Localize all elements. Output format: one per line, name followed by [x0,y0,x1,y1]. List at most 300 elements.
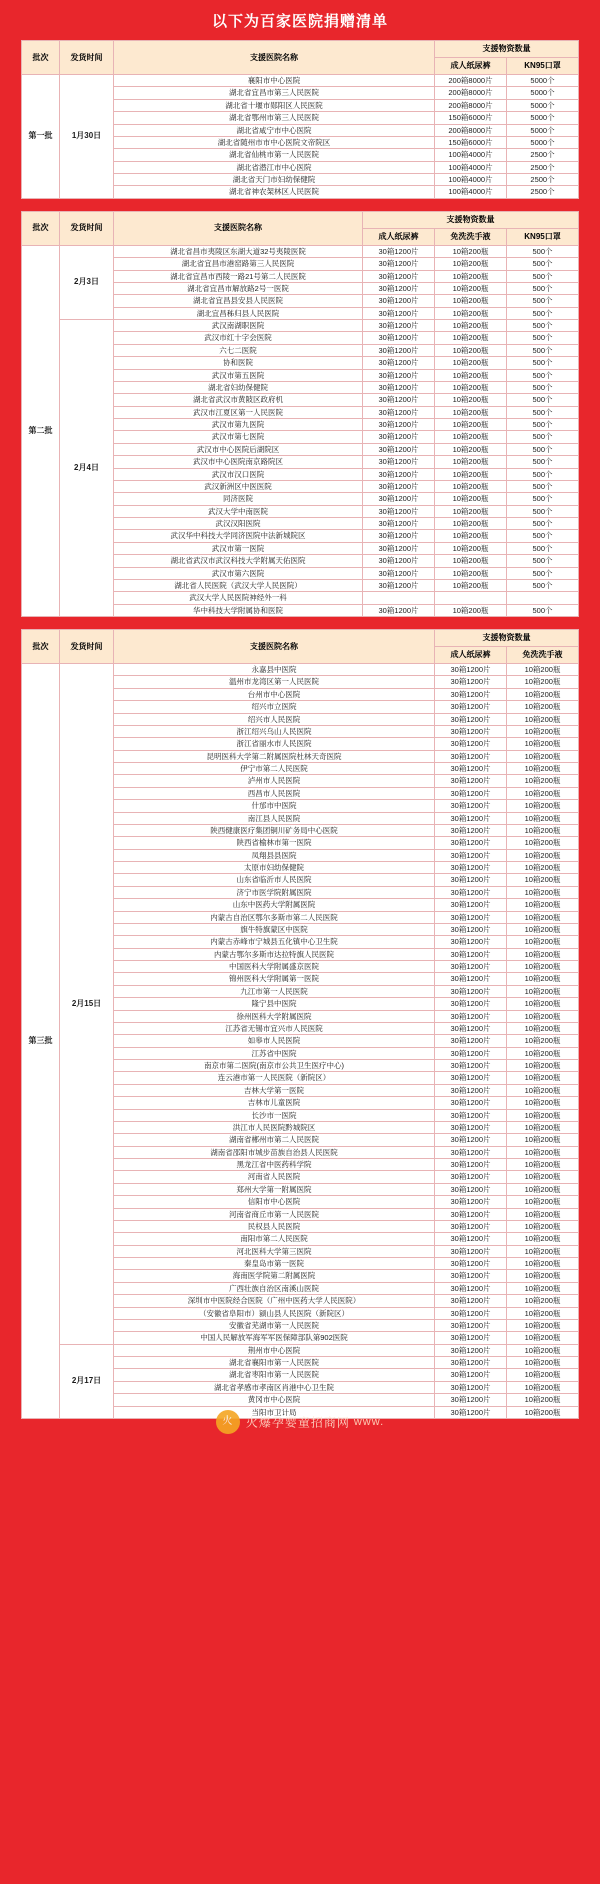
batch-3-table [21,629,579,1419]
diaper-qty: 30箱1200片 [363,369,435,381]
sanitizer-qty: 10箱200瓶 [507,1035,579,1047]
mask-qty: 500个 [507,357,579,369]
diaper-qty: 30箱1200片 [363,542,435,554]
hospital-name: 湖北省咸宁市中心医院 [114,124,435,136]
diaper-qty: 30箱1200片 [363,270,435,282]
hospital-name: 隆宁县中医院 [114,998,435,1010]
header-supplies: 支援物资数量 [435,630,579,647]
diaper-qty: 30箱1200片 [435,1134,507,1146]
sanitizer-qty: 10箱200瓶 [507,1146,579,1158]
hospital-name: 内蒙古赤峰市宁城县五化镇中心卫生院 [114,936,435,948]
sanitizer-qty: 10箱200瓶 [507,899,579,911]
sanitizer-qty: 10箱200瓶 [507,936,579,948]
watermark-text: 火爆孕婴童招商网 [245,1415,350,1430]
sanitizer-qty: 10箱200瓶 [507,1183,579,1195]
diaper-qty: 30箱1200片 [363,419,435,431]
header-masks: KN95口罩 [507,58,579,75]
diaper-qty: 30箱1200片 [435,824,507,836]
sanitizer-qty: 10箱200瓶 [435,456,507,468]
hospital-name: 湖北宜昌秭归县人民医院 [114,307,363,319]
hospital-name: 湖北省武汉市武汉科技大学附属天佑医院 [114,555,363,567]
diaper-qty: 30箱1200片 [435,985,507,997]
sanitizer-qty: 10箱200瓶 [507,738,579,750]
sanitizer-qty: 10箱200瓶 [507,1084,579,1096]
diaper-qty: 200箱8000片 [435,124,507,136]
batch-1-block [20,39,580,200]
sanitizer-qty: 10箱200瓶 [507,886,579,898]
table-row [22,320,579,332]
diaper-qty: 30箱1200片 [435,862,507,874]
mask-qty: 500个 [507,493,579,505]
hospital-name: 湖北省妇幼保健院 [114,381,363,393]
diaper-qty: 30箱1200片 [435,1332,507,1344]
sanitizer-qty: 10箱200瓶 [507,1208,579,1220]
hospital-name: 安徽省芜湖市第一人民医院 [114,1319,435,1331]
hospital-name: 民权县人民医院 [114,1220,435,1232]
date-label: 2月17日 [60,1344,114,1418]
diaper-qty: 100箱4000片 [435,174,507,186]
diaper-qty: 30箱1200片 [435,1183,507,1195]
hospital-name: 温州市龙湾区第一人民医院 [114,676,435,688]
header-diapers: 成人纸尿裤 [435,647,507,664]
diaper-qty [363,592,435,604]
diaper-qty: 30箱1200片 [435,837,507,849]
diaper-qty: 30箱1200片 [435,1220,507,1232]
sanitizer-qty: 10箱200瓶 [507,775,579,787]
diaper-qty: 30箱1200片 [435,1097,507,1109]
hospital-name: 秦皇岛市第一医院 [114,1258,435,1270]
sanitizer-qty: 10箱200瓶 [435,258,507,270]
watermark-url: www. [353,1415,385,1428]
sanitizer-qty: 10箱200瓶 [435,555,507,567]
sanitizer-qty: 10箱200瓶 [507,824,579,836]
diaper-qty: 30箱1200片 [435,1084,507,1096]
sanitizer-qty: 10箱200瓶 [507,676,579,688]
mask-qty: 500个 [507,369,579,381]
hospital-name: 湖北省宜昌市解放路2号一医院 [114,282,363,294]
batch-label: 第二批 [22,245,60,616]
mask-qty: 500个 [507,245,579,257]
diaper-qty: 30箱1200片 [435,701,507,713]
sanitizer-qty [435,592,507,604]
sanitizer-qty: 10箱200瓶 [435,542,507,554]
diaper-qty: 30箱1200片 [435,1109,507,1121]
sanitizer-qty: 10箱200瓶 [435,332,507,344]
hospital-name: 河南省人民医院 [114,1171,435,1183]
hospital-name: 湖北省十堰市郧阳区人民医院 [114,99,435,111]
diaper-qty: 30箱1200片 [435,1295,507,1307]
hospital-name: 湖北省潜江市中心医院 [114,161,435,173]
hospital-name: 武汉市红十字会医院 [114,332,363,344]
hospital-name: 永嘉县中医院 [114,664,435,676]
diaper-qty: 30箱1200片 [363,282,435,294]
hospital-name: 泸州市人民医院 [114,775,435,787]
header-supplies: 支援物资数量 [363,211,579,228]
diaper-qty: 30箱1200片 [435,899,507,911]
sanitizer-qty: 10箱200瓶 [507,1233,579,1245]
sanitizer-qty: 10箱200瓶 [507,874,579,886]
sanitizer-qty: 10箱200瓶 [507,1282,579,1294]
mask-qty: 500个 [507,443,579,455]
sanitizer-qty: 10箱200瓶 [507,849,579,861]
diaper-qty: 200箱8000片 [435,99,507,111]
diaper-qty: 30箱1200片 [435,998,507,1010]
date-label: 2月4日 [60,320,114,617]
header-hospital: 支援医院名称 [114,630,435,664]
sanitizer-qty: 10箱200瓶 [435,369,507,381]
diaper-qty: 30箱1200片 [435,775,507,787]
sanitizer-qty: 10箱200瓶 [435,381,507,393]
sanitizer-qty: 10箱200瓶 [435,579,507,591]
diaper-qty: 100箱4000片 [435,161,507,173]
sanitizer-qty: 10箱200瓶 [507,1307,579,1319]
hospital-name: 郑州大学第一附属医院 [114,1183,435,1195]
hospital-name: 河南省商丘市第一人民医院 [114,1208,435,1220]
sanitizer-qty: 10箱200瓶 [507,1072,579,1084]
hospital-name: 武汉大学人民医院神经外一科 [114,592,363,604]
sanitizer-qty: 10箱200瓶 [435,270,507,282]
diaper-qty: 30箱1200片 [435,923,507,935]
diaper-qty: 30箱1200片 [363,468,435,480]
date-label: 2月15日 [60,664,114,1345]
diaper-qty: 30箱1200片 [363,456,435,468]
sanitizer-qty: 10箱200瓶 [507,961,579,973]
hospital-name: 黄冈市中心医院 [114,1394,435,1406]
mask-qty: 500个 [507,555,579,567]
mask-qty: 500个 [507,505,579,517]
sanitizer-qty: 10箱200瓶 [507,973,579,985]
diaper-qty: 30箱1200片 [435,911,507,923]
mask-qty: 500个 [507,307,579,319]
sanitizer-qty: 10箱200瓶 [507,1394,579,1406]
date-label: 1月30日 [60,75,114,199]
mask-qty: 500个 [507,456,579,468]
sanitizer-qty: 10箱200瓶 [507,1060,579,1072]
batch-3-block [20,628,580,1420]
diaper-qty: 30箱1200片 [363,579,435,591]
hospital-name: 九江市第一人民医院 [114,985,435,997]
hospital-name: 黑龙江省中医药科学院 [114,1159,435,1171]
hospital-name: 湖北省神农架林区人民医院 [114,186,435,198]
hospital-name: 湖北省襄阳市第一人民医院 [114,1357,435,1369]
hospital-name: 中国医科大学附属盛京医院 [114,961,435,973]
mask-qty: 5000个 [507,124,579,136]
diaper-qty: 150箱6000片 [435,136,507,148]
diaper-qty: 30箱1200片 [363,518,435,530]
diaper-qty: 30箱1200片 [435,1369,507,1381]
sanitizer-qty: 10箱200瓶 [507,1196,579,1208]
page-title: 以下为百家医院捐赠清单 [211,13,388,30]
diaper-qty: 30箱1200片 [435,1233,507,1245]
sanitizer-qty: 10箱200瓶 [435,406,507,418]
mask-qty: 500个 [507,270,579,282]
diaper-qty: 30箱1200片 [435,1159,507,1171]
sanitizer-qty: 10箱200瓶 [507,800,579,812]
mask-qty: 5000个 [507,99,579,111]
diaper-qty: 30箱1200片 [435,1406,507,1418]
hospital-name: 湖北省孝感市孝南区肖港中心卫生院 [114,1381,435,1393]
diaper-qty: 30箱1200片 [435,1381,507,1393]
hospital-name: 武汉市第九医院 [114,419,363,431]
hospital-name: 当阳市卫计局 [114,1406,435,1418]
sanitizer-qty: 10箱200瓶 [507,1270,579,1282]
diaper-qty: 30箱1200片 [363,381,435,393]
diaper-qty: 30箱1200片 [435,763,507,775]
header-diapers: 成人纸尿裤 [363,228,435,245]
hospital-name: 西昌市人民医院 [114,787,435,799]
diaper-qty: 30箱1200片 [363,320,435,332]
hospital-name: 武汉市中心医院后湖院区 [114,443,363,455]
sanitizer-qty: 10箱200瓶 [507,787,579,799]
mask-qty: 500个 [507,394,579,406]
sanitizer-qty: 10箱200瓶 [507,713,579,725]
diaper-qty: 100箱4000片 [435,186,507,198]
hospital-name: 湖北省随州市市中心医院文帝院区 [114,136,435,148]
diaper-qty: 30箱1200片 [435,1035,507,1047]
mask-qty: 500个 [507,258,579,270]
diaper-qty: 30箱1200片 [363,245,435,257]
hospital-name: 南阳市第二人民医院 [114,1233,435,1245]
hospital-name: 绍兴市立医院 [114,701,435,713]
diaper-qty: 30箱1200片 [435,1010,507,1022]
hospital-name: 内蒙古自治区鄂尔多斯市第二人民医院 [114,911,435,923]
hospital-name: 武汉市江夏区第一人民医院 [114,406,363,418]
mask-qty: 5000个 [507,112,579,124]
sanitizer-qty: 10箱200瓶 [507,923,579,935]
sanitizer-qty: 10箱200瓶 [507,1344,579,1356]
diaper-qty: 30箱1200片 [435,1357,507,1369]
mask-qty: 5000个 [507,136,579,148]
sanitizer-qty: 10箱200瓶 [507,1159,579,1171]
header-supplies: 支援物资数量 [435,41,579,58]
hospital-name: 湖南省邵阳市城步苗族自治县人民医院 [114,1146,435,1158]
sanitizer-qty: 10箱200瓶 [507,1332,579,1344]
hospital-name: 浙江绍兴乌山人民医院 [114,725,435,737]
diaper-qty: 30箱1200片 [435,1394,507,1406]
hospital-name: 浙江省丽水市人民医院 [114,738,435,750]
diaper-qty: 30箱1200片 [363,443,435,455]
diaper-qty: 30箱1200片 [435,676,507,688]
sanitizer-qty: 10箱200瓶 [507,701,579,713]
diaper-qty: 30箱1200片 [435,961,507,973]
hospital-name: 湖北省人民医院（武汉大学人民医院） [114,579,363,591]
diaper-qty: 30箱1200片 [435,1047,507,1059]
sanitizer-qty: 10箱200瓶 [507,1220,579,1232]
diaper-qty: 200箱8000片 [435,75,507,87]
sanitizer-qty: 10箱200瓶 [507,862,579,874]
diaper-qty: 30箱1200片 [435,1171,507,1183]
diaper-qty: 30箱1200片 [435,750,507,762]
mask-qty: 500个 [507,542,579,554]
batch-label: 第三批 [22,664,60,1419]
hospital-name: 昆明医科大学第二附属医院杜林天奇医院 [114,750,435,762]
sanitizer-qty: 10箱200瓶 [507,1109,579,1121]
hospital-name: 南京市第二医院(南京市公共卫生医疗中心) [114,1060,435,1072]
sanitizer-qty: 10箱200瓶 [507,998,579,1010]
mask-qty: 500个 [507,468,579,480]
hospital-name: 洪江市人民医院黔城院区 [114,1121,435,1133]
diaper-qty: 30箱1200片 [363,307,435,319]
hospital-name: 伊宁市第二人民医院 [114,763,435,775]
sanitizer-qty: 10箱200瓶 [435,307,507,319]
hospital-name: 武汉市第六医院 [114,567,363,579]
diaper-qty: 100箱4000片 [435,149,507,161]
hospital-name: 武汉市第五医院 [114,369,363,381]
mask-qty: 500个 [507,518,579,530]
diaper-qty: 30箱1200片 [435,1072,507,1084]
sanitizer-qty: 10箱200瓶 [435,295,507,307]
hospital-name: 太原市妇幼保健院 [114,862,435,874]
hospital-name: 湖北省仙桃市第一人民医院 [114,149,435,161]
mask-qty: 500个 [507,579,579,591]
hospital-name: 武汉市第七医院 [114,431,363,443]
diaper-qty: 30箱1200片 [363,431,435,443]
hospital-name: 湖北省枣阳市第一人民医院 [114,1369,435,1381]
table-header-row [22,630,579,647]
hospital-name: 南江县人民医院 [114,812,435,824]
hospital-name: 吉林市儿童医院 [114,1097,435,1109]
header-hospital: 支援医院名称 [114,211,363,245]
table-header-row [22,41,579,58]
mask-qty: 500个 [507,431,579,443]
hospital-name: 吉林大学第一医院 [114,1084,435,1096]
diaper-qty: 30箱1200片 [435,800,507,812]
diaper-qty: 30箱1200片 [435,1282,507,1294]
sanitizer-qty: 10箱200瓶 [507,1369,579,1381]
diaper-qty: 30箱1200片 [435,1245,507,1257]
mask-qty: 500个 [507,295,579,307]
sanitizer-qty: 10箱200瓶 [507,985,579,997]
table-row [22,245,579,257]
hospital-name: 绍兴市人民医院 [114,713,435,725]
diaper-qty: 30箱1200片 [435,1307,507,1319]
diaper-qty: 30箱1200片 [435,812,507,824]
sanitizer-qty: 10箱200瓶 [507,1406,579,1418]
diaper-qty: 30箱1200片 [435,874,507,886]
mask-qty: 2500个 [507,174,579,186]
sanitizer-qty: 10箱200瓶 [507,1295,579,1307]
diaper-qty: 30箱1200片 [363,505,435,517]
hospital-name: 连云港市第一人民医院（新院区） [114,1072,435,1084]
diaper-qty: 30箱1200片 [363,258,435,270]
diaper-qty: 30箱1200片 [435,973,507,985]
diaper-qty: 30箱1200片 [435,713,507,725]
hospital-name: 湖北省宜昌市西陵一路21号第二人民医院 [114,270,363,282]
hospital-name: 武汉华中科技大学同济医院中法新城院区 [114,530,363,542]
mask-qty: 5000个 [507,87,579,99]
mask-qty: 500个 [507,419,579,431]
diaper-qty: 30箱1200片 [363,394,435,406]
sanitizer-qty: 10箱200瓶 [507,664,579,676]
flame-icon: 火 [216,1410,240,1434]
hospital-name: 武汉大学中南医院 [114,505,363,517]
mask-qty: 500个 [507,406,579,418]
hospital-name: 武汉汉阳医院 [114,518,363,530]
sanitizer-qty: 10箱200瓶 [507,837,579,849]
hospital-name: 湖北省宜昌县安县人民医院 [114,295,363,307]
diaper-qty: 30箱1200片 [435,1146,507,1158]
sanitizer-qty: 10箱200瓶 [435,567,507,579]
batch-2-block [20,210,580,618]
hospital-name: 中国人民解放军海军军医保障部队第902医院 [114,1332,435,1344]
sanitizer-qty: 10箱200瓶 [435,443,507,455]
header-date: 发货时间 [60,211,114,245]
sanitizer-qty: 10箱200瓶 [507,1047,579,1059]
sanitizer-qty: 10箱200瓶 [507,1097,579,1109]
sanitizer-qty: 10箱200瓶 [435,480,507,492]
diaper-qty: 30箱1200片 [435,1270,507,1282]
hospital-name: 凤翔县县医院 [114,849,435,861]
diaper-qty: 30箱1200片 [363,332,435,344]
hospital-name: 内蒙古鄂尔多斯市达拉特旗人民医院 [114,948,435,960]
sanitizer-qty: 10箱200瓶 [507,1258,579,1270]
header-sanitizer: 免洗洗手液 [435,228,507,245]
diaper-qty: 30箱1200片 [435,1121,507,1133]
sanitizer-qty: 10箱200瓶 [507,812,579,824]
sanitizer-qty: 10箱200瓶 [435,344,507,356]
hospital-name: 长沙市一医院 [114,1109,435,1121]
batch-2-table [21,211,579,617]
diaper-qty: 30箱1200片 [435,849,507,861]
sanitizer-qty: 10箱200瓶 [507,1022,579,1034]
header-batch: 批次 [22,41,60,75]
date-label: 2月3日 [60,245,114,319]
sanitizer-qty: 10箱200瓶 [507,1171,579,1183]
diaper-qty: 30箱1200片 [363,567,435,579]
diaper-qty: 30箱1200片 [435,787,507,799]
hospital-name: 武汉市第一医院 [114,542,363,554]
sanitizer-qty: 10箱200瓶 [507,688,579,700]
diaper-qty: 30箱1200片 [363,555,435,567]
table-row [22,75,579,87]
sanitizer-qty: 10箱200瓶 [435,493,507,505]
header-masks: KN95口罩 [507,228,579,245]
diaper-qty: 30箱1200片 [363,493,435,505]
diaper-qty: 30箱1200片 [363,344,435,356]
hospital-name: 湖北省昌市夷陵区东湖大道32号夷陵医院 [114,245,363,257]
page-title-bar [0,0,600,39]
mask-qty: 500个 [507,604,579,616]
sanitizer-qty: 10箱200瓶 [507,911,579,923]
mask-qty: 500个 [507,567,579,579]
diaper-qty: 200箱8000片 [435,87,507,99]
sanitizer-qty: 10箱200瓶 [435,245,507,257]
hospital-name: 海南医学院第二附属医院 [114,1270,435,1282]
hospital-name: 荆州市中心医院 [114,1344,435,1356]
diaper-qty: 30箱1200片 [435,725,507,737]
hospital-name: 陕西省榆林市第一医院 [114,837,435,849]
table-row [22,664,579,676]
sanitizer-qty: 10箱200瓶 [435,505,507,517]
mask-qty: 500个 [507,320,579,332]
hospital-name: 湖北省宜昌市第三人民医院 [114,87,435,99]
sanitizer-qty: 10箱200瓶 [507,1357,579,1369]
diaper-qty: 30箱1200片 [435,1258,507,1270]
sanitizer-qty: 10箱200瓶 [435,320,507,332]
header-diapers: 成人纸尿裤 [435,58,507,75]
sanitizer-qty: 10箱200瓶 [435,518,507,530]
header-batch: 批次 [22,630,60,664]
hospital-name: 襄阳市中心医院 [114,75,435,87]
hospital-name: 济宁市医学院附属医院 [114,886,435,898]
header-sanitizer: 免洗洗手液 [507,647,579,664]
hospital-name: 湖南省郴州市第二人民医院 [114,1134,435,1146]
diaper-qty: 30箱1200片 [363,480,435,492]
mask-qty: 2500个 [507,149,579,161]
sanitizer-qty: 10箱200瓶 [507,1121,579,1133]
diaper-qty: 30箱1200片 [435,936,507,948]
hospital-name: 深圳市中医院经合医院（广州中医药大学人民医院） [114,1295,435,1307]
